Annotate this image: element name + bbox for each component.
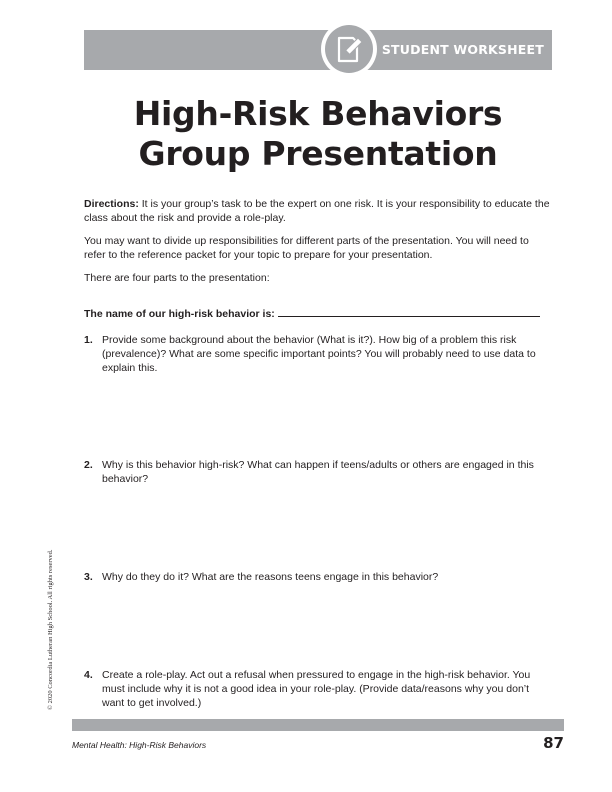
item-text: Why is this behavior high-risk? What can happen if teens/adults or others are engaged in this behavior? [102,459,534,485]
header-band [84,30,552,70]
title-line-1: High-Risk Behaviors [133,94,503,133]
footer-bar [72,719,564,731]
item-text: Why do they do it? What are the reasons teens engage in this behavior? [102,571,439,583]
item-number: 1. [84,334,93,346]
item-number: 3. [84,571,93,583]
page-title [84,94,552,174]
worksheet-label: STUDENT WORKSHEET [381,42,544,57]
pencil-paper-icon [336,35,363,64]
behavior-name-blank[interactable] [278,307,540,317]
worksheet-badge [321,21,377,77]
footer-title: Mental Health: High-Risk Behaviors [72,740,207,750]
page-number: 87 [543,734,564,752]
item-number: 4. [84,669,93,681]
title-line-2: Group Presentation [138,134,498,173]
directions-label: Directions: [84,198,139,210]
behavior-name-label: The name of our high-risk behavior is: [84,308,275,320]
instructions-paragraph: You may want to divide up responsibilities for different parts of the presentation. You will need to refer to the reference packet for your topic to prepare for your presentation. [84,235,529,261]
copyright-notice: © 2020 Concordia Lutheran High School. All rights reserved. [47,549,54,710]
directions-text: It is your group’s task to be the expert on one risk. It is your responsibility to educate the class about the risk and provide a role-play. [84,198,550,224]
item-text: Create a role-play. Act out a refusal when pressured to engage in the high-risk behavior. You must include why it is not a good idea in your role-play. (Provide data/reasons why you don’t want to get involved.) [102,669,531,709]
parts-intro: There are four parts to the presentation: [84,272,270,284]
behavior-name-prompt [84,307,552,321]
item-text: Provide some background about the behavior (What is it?). How big of a problem this risk (prevalence)? What are some specific important points? You will probably need to use data to explain this. [102,334,536,374]
directions-paragraph [84,197,552,225]
item-number: 2. [84,459,93,471]
